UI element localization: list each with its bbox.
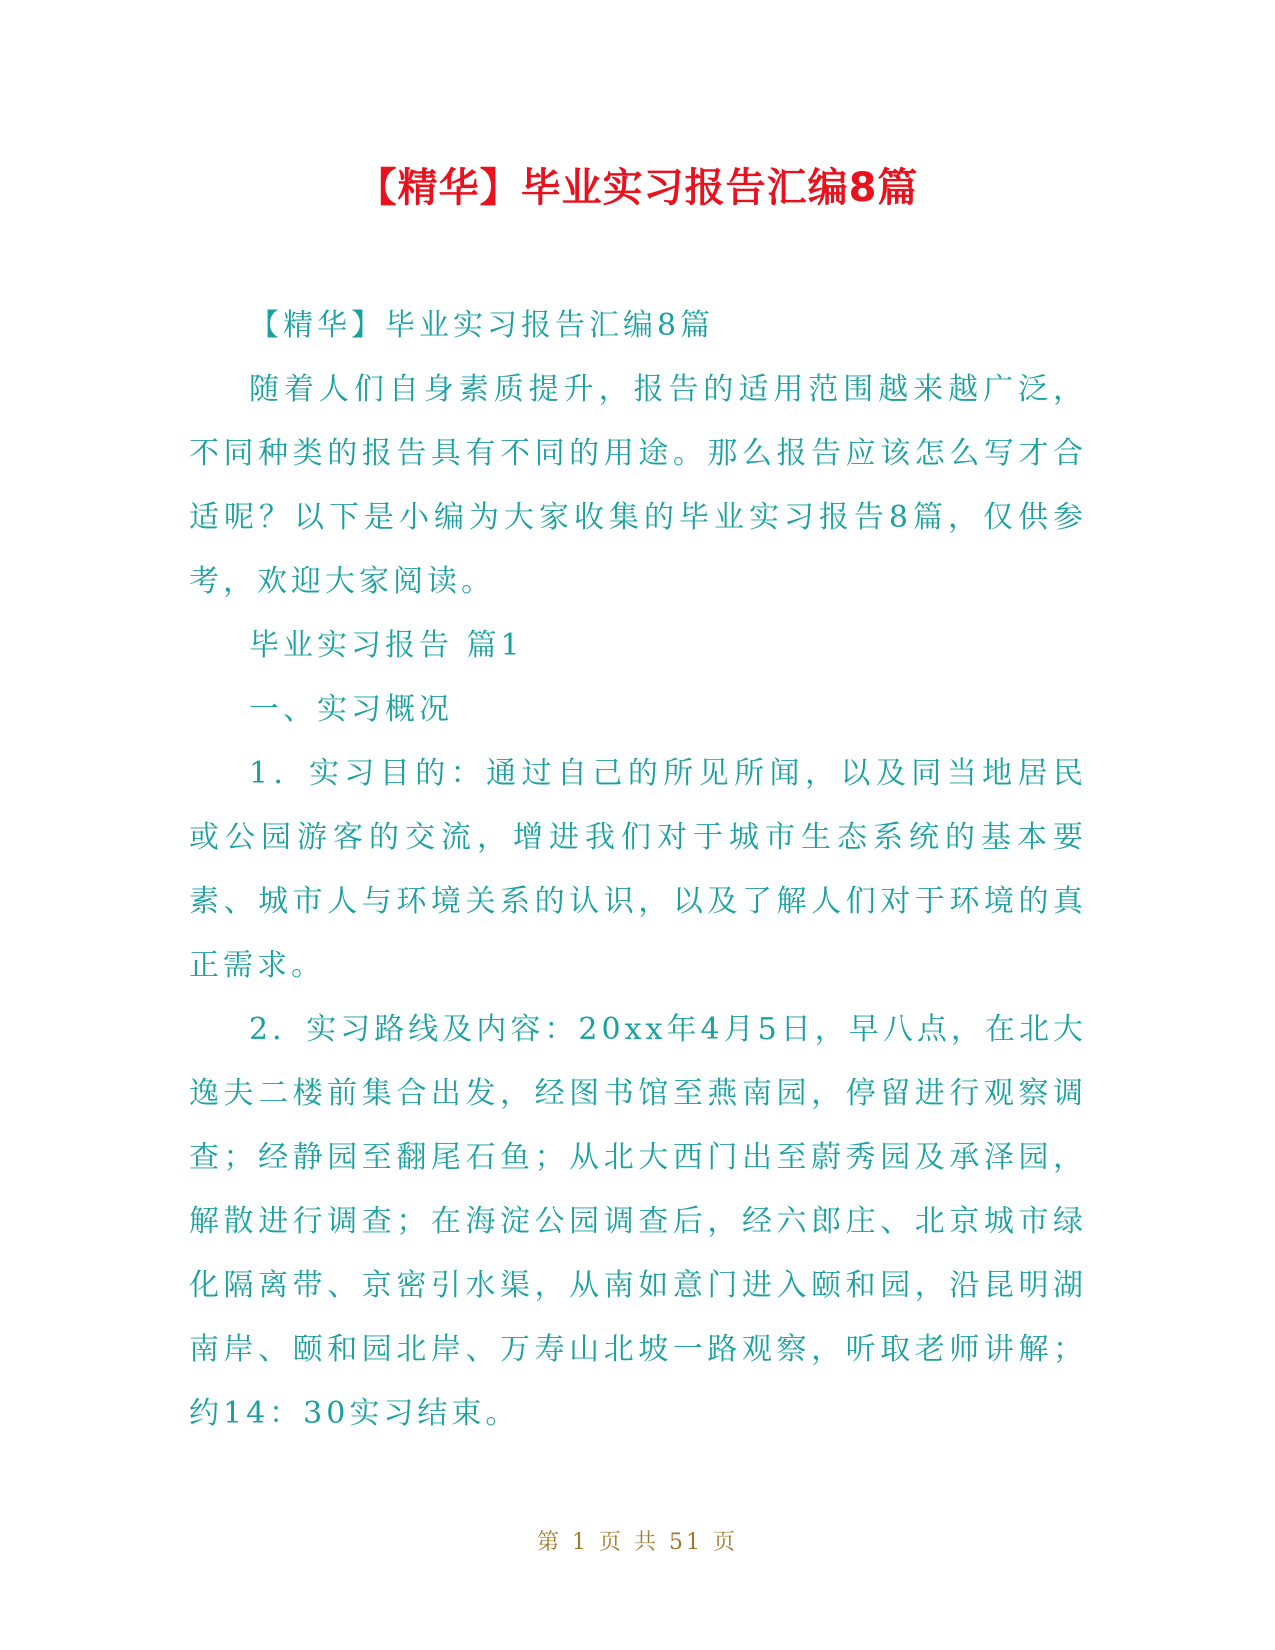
page-footer: 第 1 页 共 51 页	[537, 1530, 738, 1555]
paragraph-intro: 随着人们自身素质提升，报告的适用范围越来越广泛，不同种类的报告具有不同的用途。那么报告应该怎么写才合适呢？以下是小编为大家收集的毕业实习报告8篇，仅供参考，欢迎大家阅读。	[189, 372, 1087, 599]
document-title: 【精华】毕业实习报告汇编8篇	[356, 165, 919, 211]
paragraph-route: 2．实习路线及内容：20xx年4月5日，早八点，在北大逸夫二楼前集合出发，经图书馆至燕南园，停留进行观察调查；经静园至翻尾石鱼；从北大西门出至蔚秀园及承泽园，解散进行调查；在海淀公园调查后，经六郎庄、北京城市绿化隔离带、京密引水渠，从南如意门进入颐和园，沿昆明湖南岸、颐和园北岸、万寿山北坡一路观察，听取老师讲解；约14：30实习结束。	[189, 1012, 1087, 1431]
paragraph-subheading: 一、实习概况	[249, 692, 453, 727]
paragraph-purpose: 1．实习目的：通过自己的所见所闻，以及同当地居民或公园游客的交流，增进我们对于城市生态系统的基本要素、城市人与环境关系的认识，以及了解人们对于环境的真正需求。	[189, 756, 1087, 983]
paragraph-section-title: 毕业实习报告 篇1	[249, 628, 524, 663]
paragraph-heading: 【精华】毕业实习报告汇编8篇	[249, 308, 715, 343]
document-body	[189, 294, 1087, 1446]
